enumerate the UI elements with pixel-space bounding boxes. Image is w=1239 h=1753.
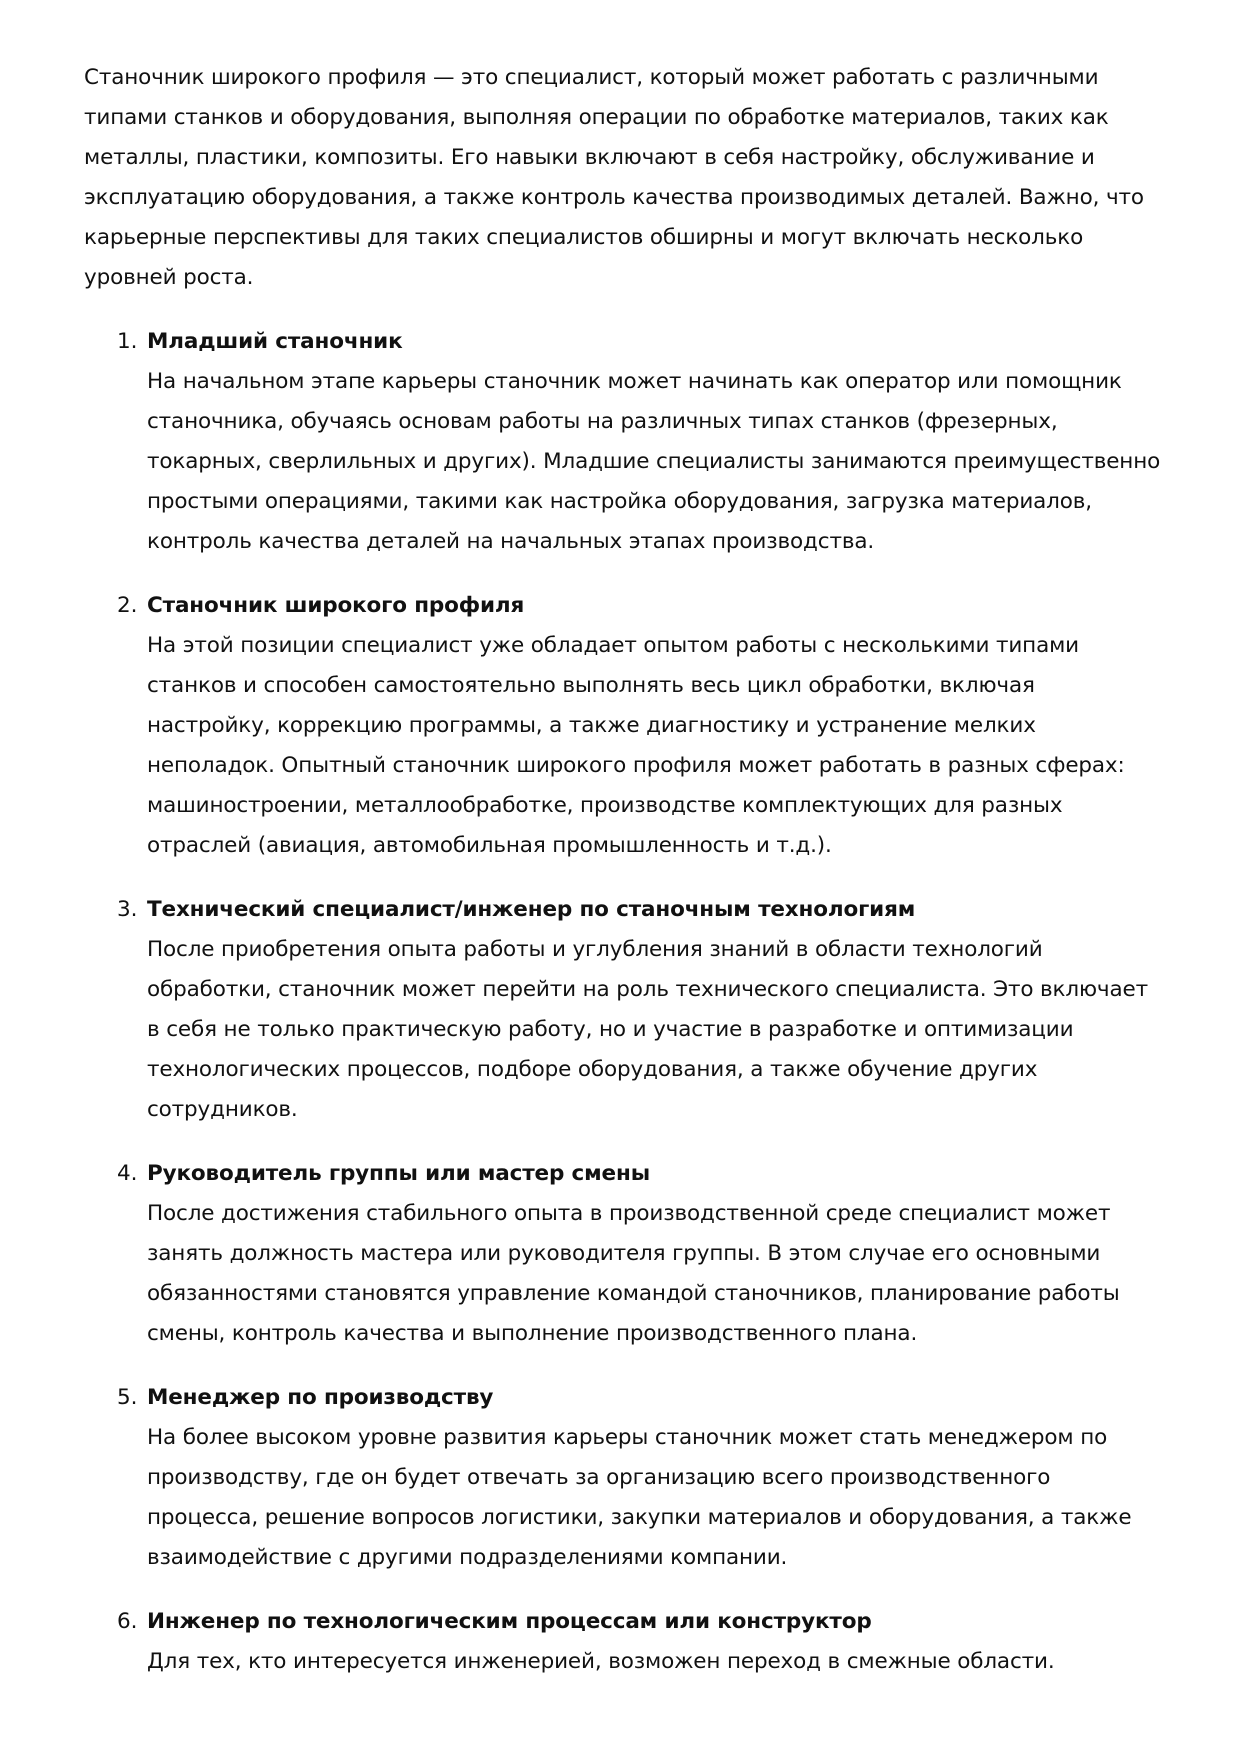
list-item-number: 3. (117, 897, 138, 922)
list-item-number: 4. (117, 1161, 138, 1186)
list-item (84, 586, 1164, 866)
list-item-title: Станочник широкого профиля (147, 593, 525, 618)
list-item-title: Инженер по технологическим процессам или конструктор (147, 1609, 872, 1634)
career-levels-list (84, 322, 1164, 1682)
list-item (84, 890, 1164, 1130)
list-item (84, 1378, 1164, 1578)
list-item-title: Технический специалист/инженер по станочным технологиям (147, 897, 916, 922)
list-item-text: На начальном этапе карьеры станочник может начинать как оператор или помощник станочника, обучаясь основам работы на различных типах станков (фрезерных, токарных, сверлильных и других). Младшие специалисты занимаются преимущественно простыми операциями, такими как настройка оборудования, загрузка материалов, контроль качества деталей на начальных этапах производства. (147, 369, 1161, 554)
list-item-number: 2. (117, 593, 138, 618)
list-item-number: 5. (117, 1385, 138, 1410)
list-item-title: Младший станочник (147, 329, 403, 354)
list-item-text: Для тех, кто интересуется инженерией, возможен переход в смежные области. (147, 1649, 1055, 1674)
list-item-text: После приобретения опыта работы и углубления знаний в области технологий обработки, станочник может перейти на роль технического специалиста. Это включает в себя не только практическую работу, но и участие в разработке и оптимизации технологических процессов, подборе оборудования, а также обучение других сотрудников. (147, 937, 1148, 1122)
list-item (84, 1154, 1164, 1354)
list-item-text: На этой позиции специалист уже обладает опытом работы с несколькими типами станков и способен самостоятельно выполнять весь цикл обработки, включая настройку, коррекцию программы, а также диагностику и устранение мелких неполадок. Опытный станочник широкого профиля может работать в разных сферах: машиностроении, металлообработке, производстве комплектующих для разных отраслей (авиация, автомобильная промышленность и т.д.). (147, 633, 1125, 858)
list-item-text: После достижения стабильного опыта в производственной среде специалист может занять должность мастера или руководителя группы. В этом случае его основными обязанностями становятся управление командой станочников, планирование работы смены, контроль качества и выполнение производственного плана. (147, 1201, 1120, 1346)
list-item (84, 322, 1164, 562)
intro-paragraph: Станочник широкого профиля — это специалист, который может работать с различными типами станков и оборудования, выполняя операции по обработке материалов, таких как металлы, пластики, композиты. Его навыки включают в себя настройку, обслуживание и эксплуатацию оборудования, а также контроль качества производимых деталей. Важно, что карьерные перспективы для таких специалистов обширны и могут включать несколько уровней роста. (84, 65, 1144, 290)
list-item-text: На более высоком уровне развития карьеры станочник может стать менеджером по производству, где он будет отвечать за организацию всего производственного процесса, решение вопросов логистики, закупки материалов и оборудования, а также взаимодействие с другими подразделениями компании. (147, 1425, 1132, 1570)
list-item-number: 6. (117, 1609, 138, 1634)
list-item-title: Руководитель группы или мастер смены (147, 1161, 650, 1186)
list-item (84, 1602, 1164, 1682)
list-item-title: Менеджер по производству (147, 1385, 494, 1410)
document-body (84, 58, 1164, 1706)
list-item-number: 1. (117, 329, 138, 354)
